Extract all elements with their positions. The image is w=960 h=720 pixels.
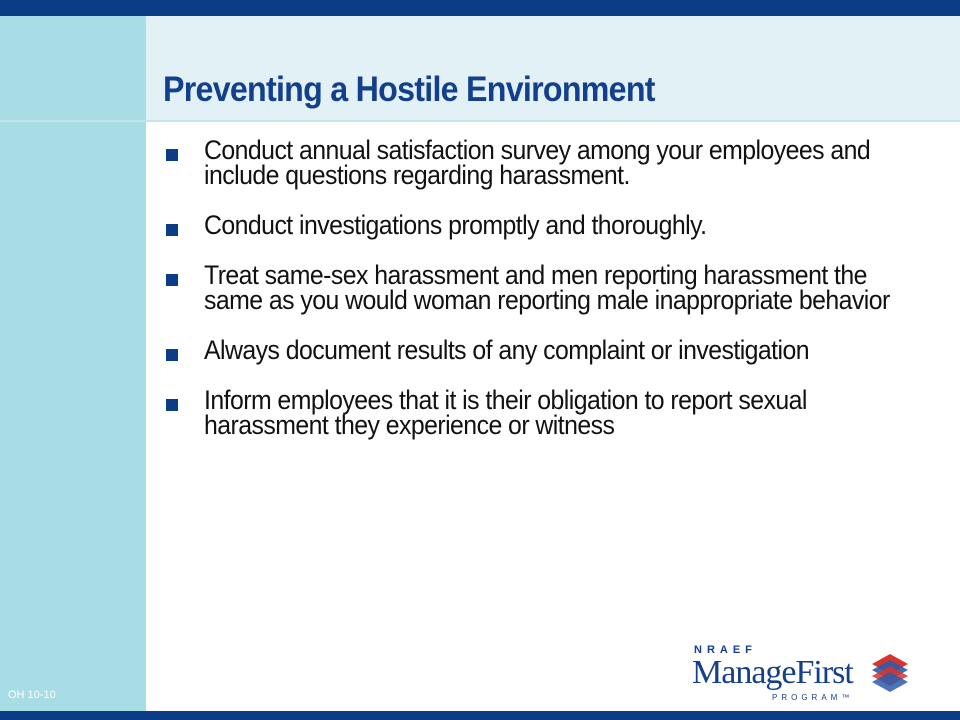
bullet-text: Inform employees that it is their obligation to report sexual harassment they experience or witness <box>204 385 807 440</box>
logo-program-text: PROGRAM™ <box>772 693 854 702</box>
bullet-text: Conduct investigations promptly and thoroughly. <box>204 210 707 240</box>
bullet-marker-icon <box>166 349 178 361</box>
bullet-marker-icon <box>166 224 178 236</box>
bullet-marker-icon <box>166 399 178 411</box>
bottom-bar <box>0 711 960 720</box>
bullet-text: Always document results of any complaint or investigation <box>204 335 810 365</box>
bullet-marker-icon <box>166 149 178 161</box>
bullet-item <box>164 135 924 190</box>
slide-number: OH 10-10 <box>8 689 56 701</box>
bullet-marker-icon <box>166 274 178 286</box>
bullet-item <box>164 210 924 240</box>
header-divider <box>0 120 960 122</box>
bullet-item <box>164 385 924 440</box>
top-bar <box>0 0 960 16</box>
logo-managefirst-text: ManageFirst <box>692 654 853 691</box>
bullet-item <box>164 335 924 365</box>
slide-title: Preventing a Hostile Environment <box>163 70 655 109</box>
logo-nraef-text: NRAEF <box>694 644 757 656</box>
bullet-text: Conduct annual satisfaction survey among your employees and include questions regarding harassment. <box>204 135 871 190</box>
bullet-item <box>164 260 924 315</box>
logo-stripes-icon <box>868 650 912 694</box>
bullet-text: Treat same-sex harassment and men reporting harassment the same as you would woman reporting male inappropriate behavior <box>204 260 890 315</box>
bullet-list <box>164 135 924 463</box>
managefirst-logo <box>690 640 950 708</box>
